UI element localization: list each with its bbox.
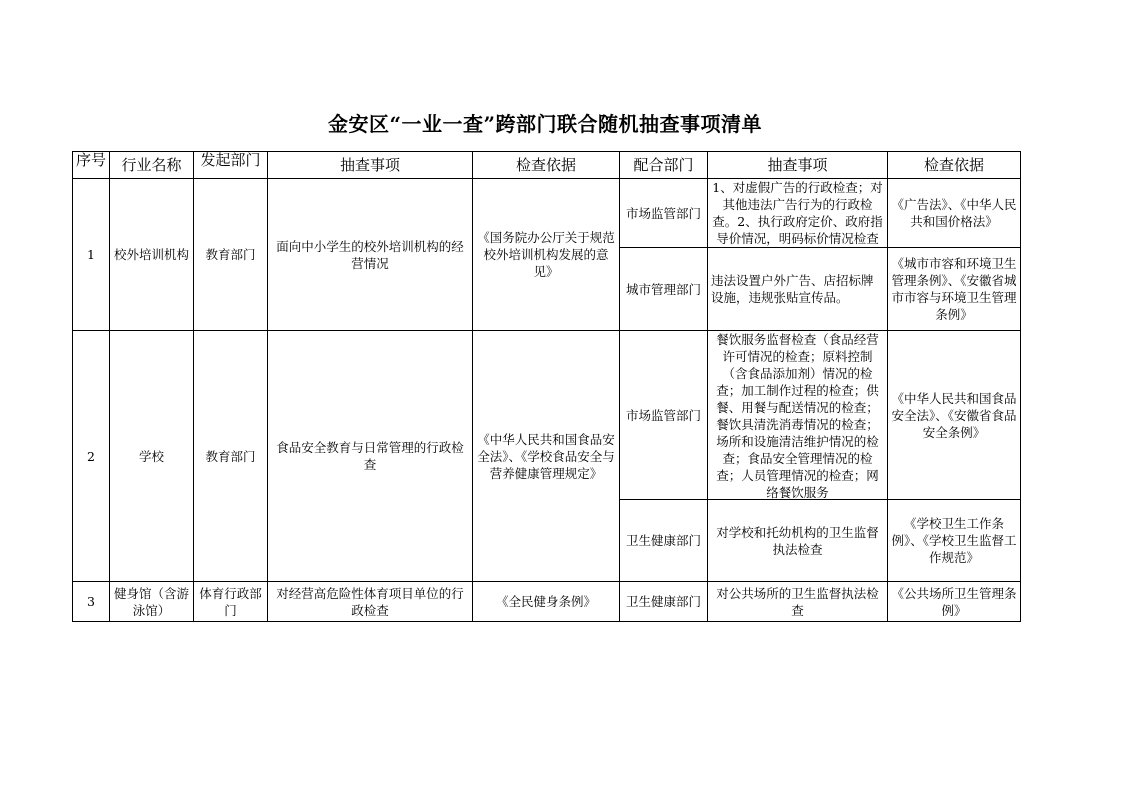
row-item: 食品安全教育与日常管理的行政检查 xyxy=(268,331,473,582)
header-coop-basis: 检查依据 xyxy=(888,152,1021,179)
header-industry: 行业名称 xyxy=(110,152,194,179)
row-coop-basis: 《广告法》、《中华人民共和国价格法》 xyxy=(888,179,1021,248)
row-coop-item: 餐饮服务监督检查（食品经营许可情况的检查；原料控制（含食品添加剂）情况的检查；加工制作过程的检查；供餐、用餐与配送情况的检查；餐饮具清洗消毒情况的检查；场所和设施清洁维护情况的检查；食品安全管理情况的检查；人员管理情况的检查；网络餐饮服务 xyxy=(708,331,888,500)
table-row xyxy=(73,331,1021,500)
row-industry: 学校 xyxy=(110,331,194,582)
row-seq: 3 xyxy=(73,582,110,622)
row-coop-item: 违法设置户外广告、店招标牌设施，违规张贴宣传品。 xyxy=(708,248,888,331)
row-item: 对经营高危险性体育项目单位的行政检查 xyxy=(268,582,473,622)
row-coop-dept: 卫生健康部门 xyxy=(620,500,708,582)
document-title: 金安区“一业一查”跨部门联合随机抽查事项清单 xyxy=(327,112,762,136)
row-industry: 健身馆（含游泳馆） xyxy=(110,582,194,622)
row-coop-item: 对公共场所的卫生监督执法检查 xyxy=(708,582,888,622)
row-seq: 2 xyxy=(73,331,110,582)
row-coop-dept: 市场监管部门 xyxy=(620,331,708,500)
header-coop-dept: 配合部门 xyxy=(620,152,708,179)
header-seq: 序号 xyxy=(73,152,110,179)
table-row xyxy=(73,179,1021,248)
row-coop-basis: 《中华人民共和国食品安全法》、《安徽省食品安全条例》 xyxy=(888,331,1021,500)
inspection-table xyxy=(72,151,1021,622)
row-initiator: 教育部门 xyxy=(194,179,268,331)
row-coop-basis: 《城市市容和环境卫生管理条例》、《安徽省城市市容与环境卫生管理条例》 xyxy=(888,248,1021,331)
header-basis: 检查依据 xyxy=(473,152,620,179)
row-coop-dept: 市场监管部门 xyxy=(620,179,708,248)
row-coop-basis: 《学校卫生工作条例》、《学校卫生监督工作规范》 xyxy=(888,500,1021,582)
row-coop-dept: 卫生健康部门 xyxy=(620,582,708,622)
row-coop-item: 1、对虚假广告的行政检查；对其他违法广告行为的行政检查。2、执行政府定价、政府指导价情况，明码标价情况检查 xyxy=(708,179,888,248)
header-coop-item: 抽查事项 xyxy=(708,152,888,179)
table-header-row xyxy=(73,152,1021,179)
header-item: 抽查事项 xyxy=(268,152,473,179)
row-industry: 校外培训机构 xyxy=(110,179,194,331)
row-basis: 《全民健身条例》 xyxy=(473,582,620,622)
row-basis: 《国务院办公厅关于规范校外培训机构发展的意见》 xyxy=(473,179,620,331)
row-coop-dept: 城市管理部门 xyxy=(620,248,708,331)
row-coop-basis: 《公共场所卫生管理条例》 xyxy=(888,582,1021,622)
row-item: 面向中小学生的校外培训机构的经营情况 xyxy=(268,179,473,331)
row-initiator: 体育行政部门 xyxy=(194,582,268,622)
row-basis: 《中华人民共和国食品安全法》、《学校食品安全与营养健康管理规定》 xyxy=(473,331,620,582)
header-initiator: 发起部门 xyxy=(194,152,268,179)
row-coop-item: 对学校和托幼机构的卫生监督执法检查 xyxy=(708,500,888,582)
row-seq: 1 xyxy=(73,179,110,331)
table-row xyxy=(73,582,1021,622)
row-initiator: 教育部门 xyxy=(194,331,268,582)
